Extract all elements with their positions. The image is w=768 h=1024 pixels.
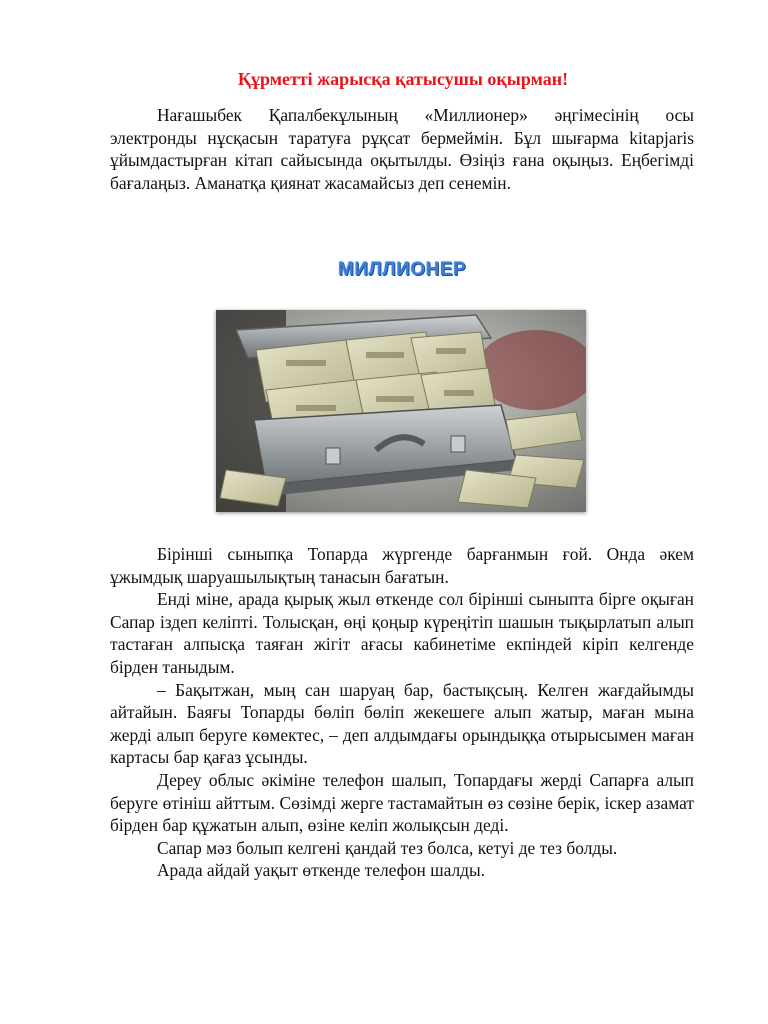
story-title: МИЛЛИОНЕР xyxy=(337,259,467,280)
story-paragraph: Енді міне, арада қырық жыл өткенде сол бірінші сыныпта бірге оқыған Сапар іздеп келіпті. Толысқан, өңі қоңыр күреңітіп шашын тықырлатып алып тастаған алпысқа таяған жігіт ағасы кабинетіме екпіндей кіріп келгенде бірден таныдым. xyxy=(110,589,694,677)
story-paragraph: Арада айдай уақыт өткенде телефон шалды. xyxy=(157,860,486,881)
story-paragraph: Бірінші сыныпқа Топарда жүргенде барғанмын ғой. Онда әкем ұжымдық шаруашылықтың танасын бағатын. xyxy=(110,544,694,587)
notice-text-block xyxy=(110,104,694,194)
money-suitcase-illustration xyxy=(216,310,586,512)
story-text-block xyxy=(110,543,694,882)
money-suitcase-image xyxy=(216,310,586,512)
story-paragraph: Сапар мәз болып келгені қандай тез болса, кетуі де тез болды. xyxy=(157,837,618,858)
notice-paragraph: Нағашыбек Қапалбекұлының «Миллионер» әңгімесінің осы электронды нұсқасын таратуға рұқсат бермеймін. Бұл шығарма kitapjaris ұйымдастырған кітап сайысында оқытылды. Өзіңіз ғана оқыңыз. Еңбегімді бағалаңыз. Аманатқа қиянат жасамайсыз деп сенемін. xyxy=(110,105,694,193)
notice-title: Құрметті жарысқа қатысушы оқырман! xyxy=(237,69,569,89)
story-paragraph: Дереу облыс әкіміне телефон шалып, Топардағы жерді Сапарға алып беруге өтініш айттым. Сөзімді жерге тастамайтын өз сөзіне берік, іскер азамат бірден бар құжатын алып, өзіне келіп жолықсын деді. xyxy=(110,769,694,836)
story-paragraph: – Бақытжан, мың сан шаруаң бар, бастықсың. Келген жағдайымды айтайын. Баяғы Топарды бөліп бөліп жекешеге алып жатыр, маған мына жерді алып беруге көмектес, – деп алдымдағы орындыққа отырысымен маған картасы бар қағаз ұсынды. xyxy=(110,679,694,768)
